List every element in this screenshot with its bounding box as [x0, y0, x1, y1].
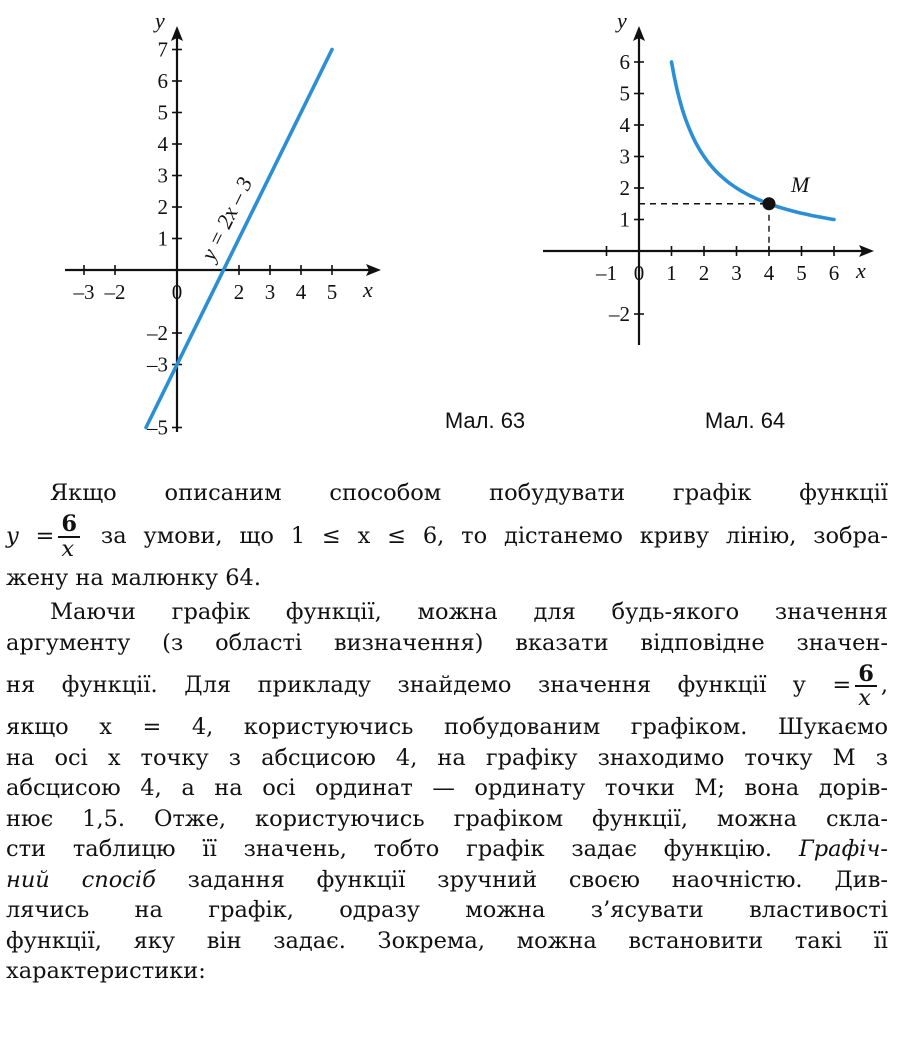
y-tick-label: 2	[157, 195, 168, 219]
y-tick-label: –2	[609, 302, 630, 326]
y-tick-label: 2	[619, 176, 630, 200]
x-tick-label: –2	[104, 280, 126, 304]
figures	[0, 0, 897, 450]
chart-hyperbola	[543, 8, 874, 433]
x-tick-label: 5	[796, 261, 807, 285]
x-axis-label: x	[363, 277, 373, 302]
y-tick-label: 5	[619, 81, 630, 106]
x-axis-label: x	[856, 258, 866, 283]
y-tick-label: 4	[157, 132, 168, 156]
x-tick-label: 4	[295, 280, 307, 304]
p1-line-2-rest: за умови, що 1 ≤ x ≤ 6, то дістанемо криву лінію, зобра-	[84, 522, 888, 549]
y-tick-label: 3	[157, 163, 168, 188]
y-axis-label: y	[155, 8, 165, 33]
p2-line-11: функції, яку він задає. Зокрема, можна встановити такі її	[6, 927, 888, 954]
y-tick-label: 3	[619, 144, 630, 169]
y-tick-label: 6	[157, 69, 168, 93]
x-tick-label: 6	[828, 261, 840, 285]
y-tick-label: –3	[147, 352, 168, 377]
figure-caption: Мал. 64	[704, 408, 786, 433]
y-tick-label: 1	[619, 207, 630, 232]
x-tick-label: 2	[698, 261, 710, 285]
y-tick-label: 6	[619, 50, 630, 74]
y-tick-label: –2	[147, 321, 168, 345]
p1-line-1: Якщо описаним способом побудувати графік функції	[50, 480, 888, 506]
p2-line-9: ний спосіб задання функції зручний своєю наочністю. Див-	[6, 866, 888, 893]
p1-line-2	[6, 509, 888, 563]
fraction-6-over-x: $\frac{6}{x}$	[58, 513, 80, 560]
x-tick-label: 1	[666, 261, 677, 285]
y-tick-label: 7	[157, 37, 168, 62]
x-tick-label: 2	[233, 280, 245, 304]
y-tick-label: 5	[157, 100, 168, 125]
p2-line-1: Маючи графік функції, можна для будь-якого значення	[50, 599, 888, 625]
x-tick-label: 3	[264, 280, 276, 304]
figure-caption: Мал. 63	[444, 408, 526, 433]
y-axis-label: y	[617, 8, 627, 33]
p2-line-12: характеристики:	[6, 958, 206, 984]
p2-line-8: сти таблицю її значень, тобто графік задає функцію. Графіч-	[6, 836, 888, 862]
p2-line-2: аргументу (з області визначення) вказати відповідне значен-	[6, 629, 888, 656]
chart-linear	[65, 8, 525, 440]
point-m	[763, 197, 776, 210]
x-tick-label: 0	[171, 280, 183, 304]
y-tick-label: 4	[619, 113, 630, 137]
p2-line-7: нює 1,5. Отже, користуючись графіком функції, можна скла-	[6, 805, 888, 832]
x-tick-label: 5	[326, 280, 338, 304]
paragraph-1	[6, 478, 888, 509]
p1-line-3: жену на малюнку 64.	[6, 564, 261, 591]
p2-line-4: якщо x = 4, користуючись побудованим графіком. Шукаємо	[6, 714, 888, 740]
y-tick-label: –5	[147, 415, 168, 440]
x-tick-label: –1	[596, 261, 617, 285]
p2-line-6: абсцисою 4, а на осі ординат — ординату точки M; вона дорів-	[6, 775, 888, 801]
p2-line-5: на осі x точку з абсцисою 4, на графіку знаходимо точку M з	[6, 744, 888, 771]
x-tick-label: 3	[731, 261, 742, 285]
y-tick-label: 1	[157, 226, 168, 251]
x-tick-label: 4	[763, 261, 775, 285]
point-m-label: M	[791, 171, 810, 197]
body-text	[6, 478, 888, 987]
formula-y: y =	[6, 522, 55, 549]
fraction-6-over-x-2: $\frac{6}{x}$	[855, 663, 877, 710]
p2-line-10: лячись на графік, одразу можна з’ясувати властивості	[6, 897, 888, 923]
series-label: y = 2x – 3	[195, 172, 258, 265]
series-line	[672, 62, 835, 220]
p2-line-3: ня функції. Для прикладу знайдемо значення функції y = $\frac{6}{x}$ ,	[6, 660, 888, 711]
x-tick-label: –3	[73, 280, 95, 304]
x-tick-label: 0	[633, 261, 645, 285]
